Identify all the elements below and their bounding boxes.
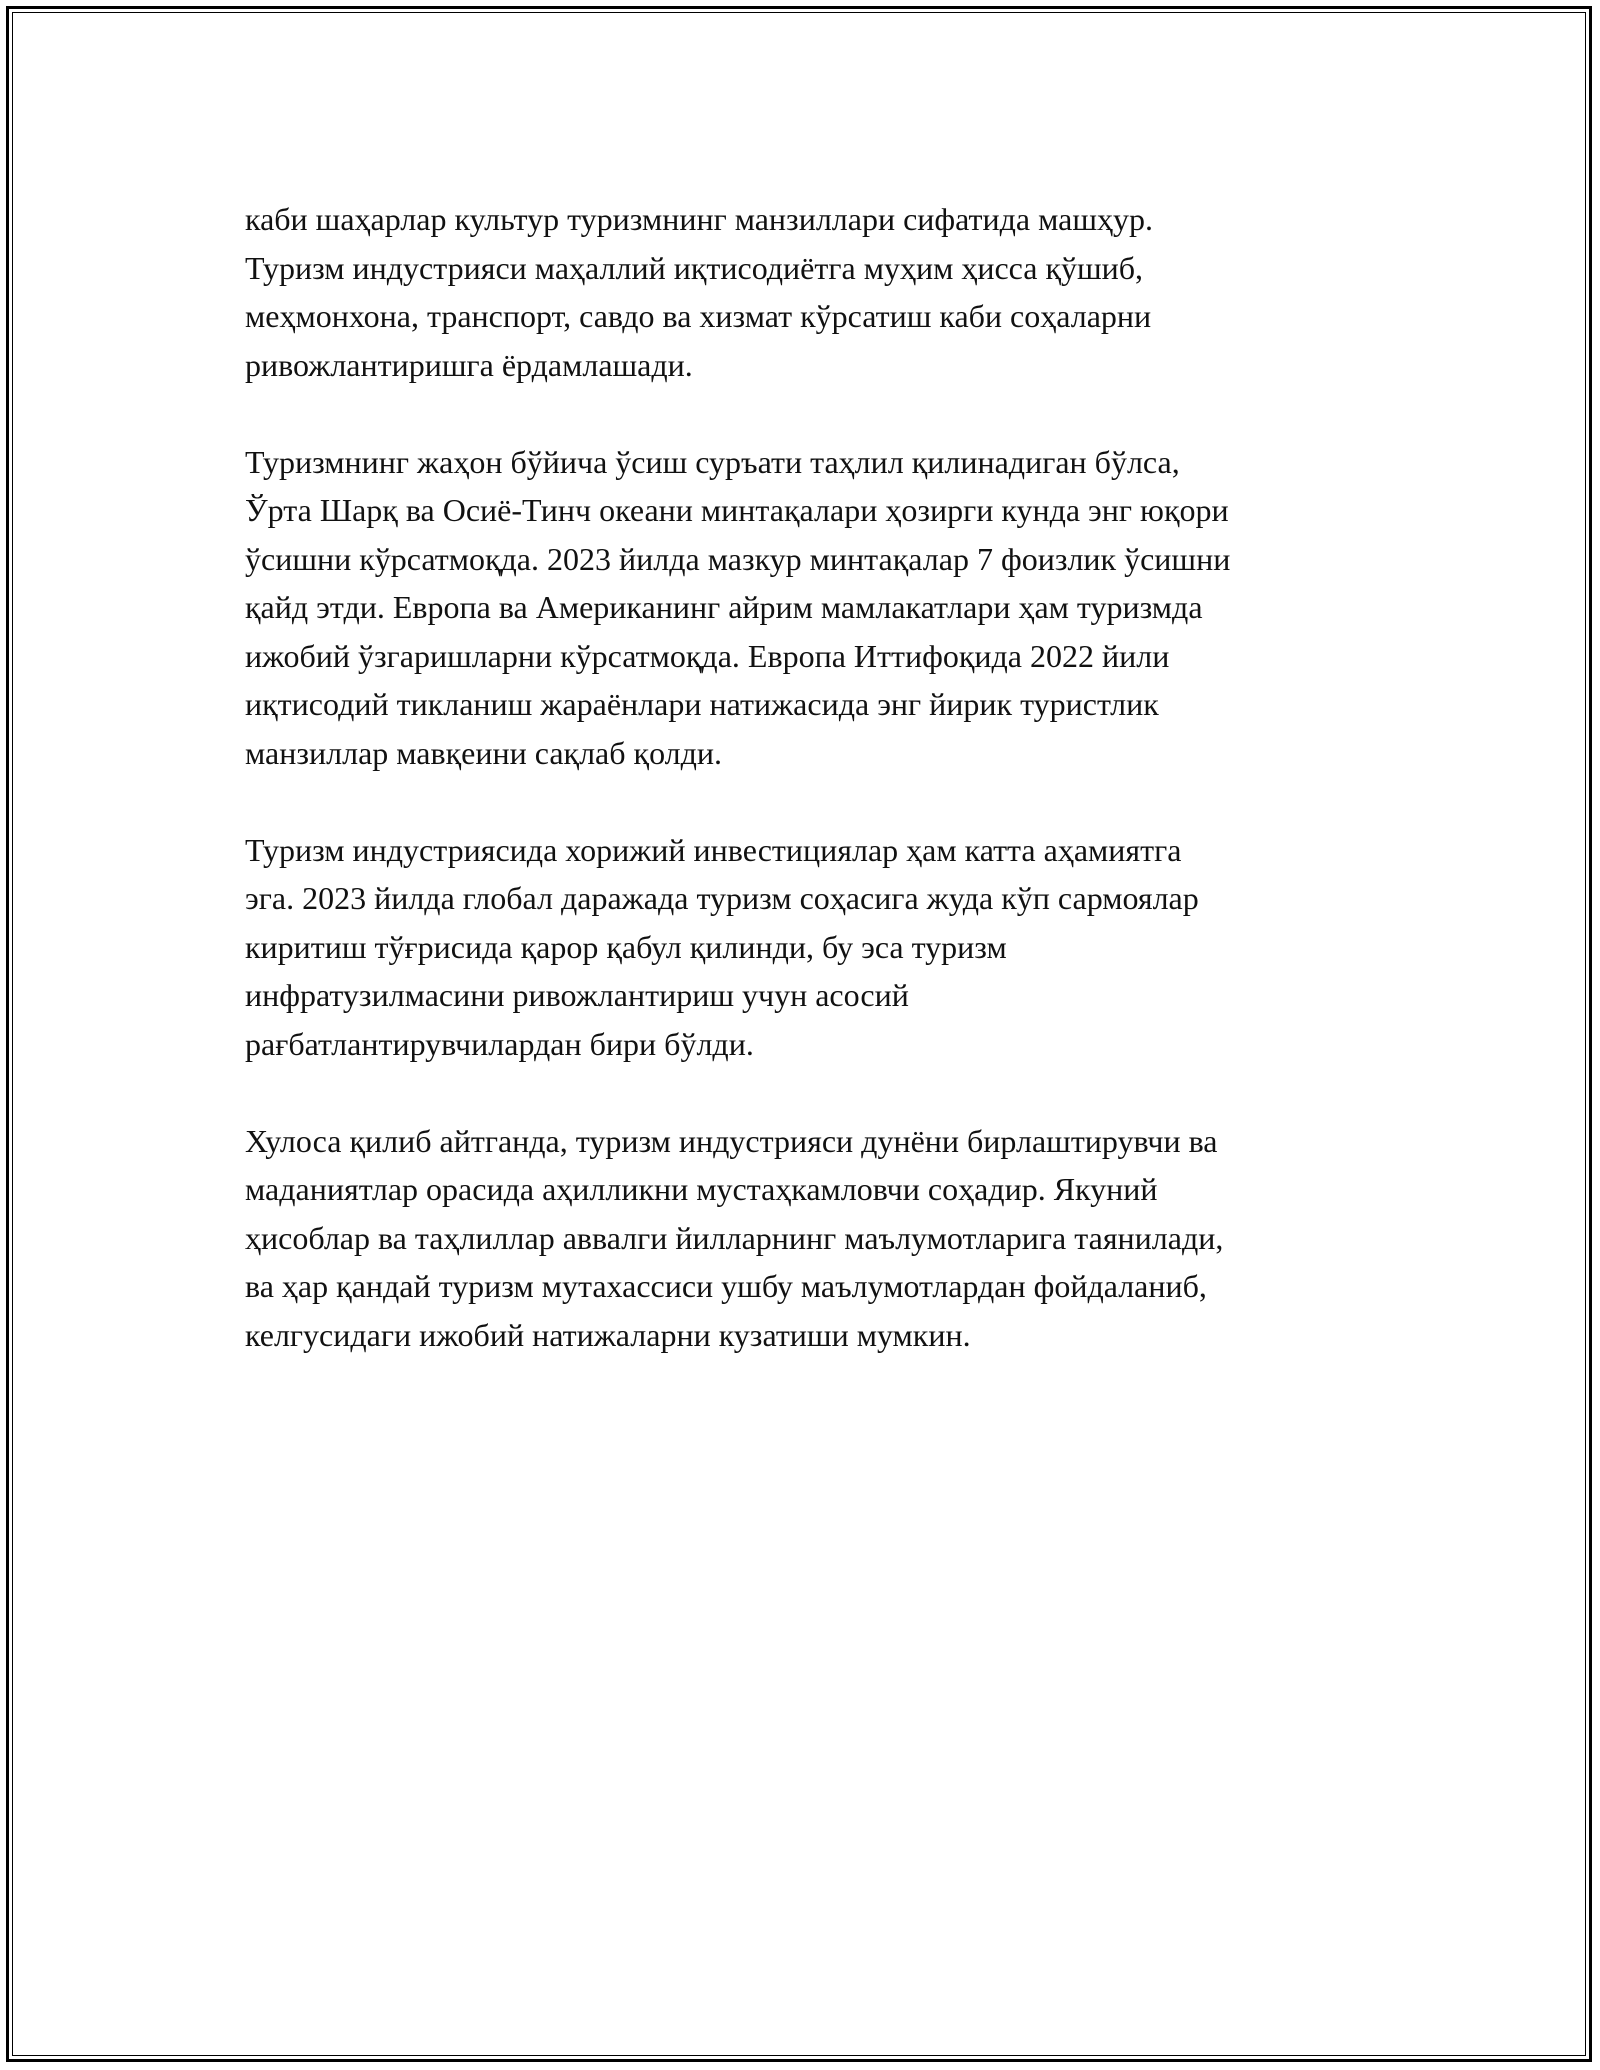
paragraph-conclusion: Хулоса қилиб айтганда, туризм индустрияси дунёни бирлаштирувчи ва маданиятлар орасида аҳилликни мустаҳкамловчи соҳадир. Якуний ҳисоблар ва таҳлиллар аввалги йилларнинг маълумотларига таянилади, ва ҳар қандай туризм мутахассиси ушбу маълумотлардан фойдаланиб, келгусидаги ижобий натижаларни кузатиши мумкин. <box>245 1122 1224 1353</box>
paragraph-continuation: каби шаҳарлар культур туризмнинг манзиллари сифатида машҳур. Туризм индустрияси маҳаллий иқтисодиётга муҳим ҳисса қўшиб, меҳмонхона, транспорт, савдо ва хизмат кўрсатиш каби соҳаларни ривожлантиришга ёрдамлашади. <box>245 201 1153 383</box>
document-body <box>245 195 1395 1408</box>
page-border <box>6 6 1592 2062</box>
paragraph-foreign-investment: Туризм индустриясида хорижий инвестициялар ҳам катта аҳамиятга эга. 2023 йилда глобал даражада туризм соҳасига жуда кўп сармоялар киритиш тўғрисида қарор қабул қилинди, бу эса туризм инфратузилмасини ривожлантириш учун асосий рағбатлантирувчилардан бири бўлди. <box>245 831 1199 1062</box>
paragraph-growth-rates: Туризмнинг жаҳон бўйича ўсиш суръати таҳлил қилинадиган бўлса, Ўрта Шарқ ва Осиё-Тинч океани минтақалари ҳозирги кунда энг юқори ўсишни кўрсатмоқда. 2023 йилда мазкур минтақалар 7 фоизлик ўсишни қайд этди. Европа ва Американинг айрим мамлакатлари ҳам туризмда ижобий ўзгаришларни кўрсатмоқда. Европа Иттифоқида 2022 йили иқтисодий тикланиш жараёнлари натижасида энг йирик туристлик манзиллар мавқеини сақлаб қолди. <box>245 443 1231 771</box>
